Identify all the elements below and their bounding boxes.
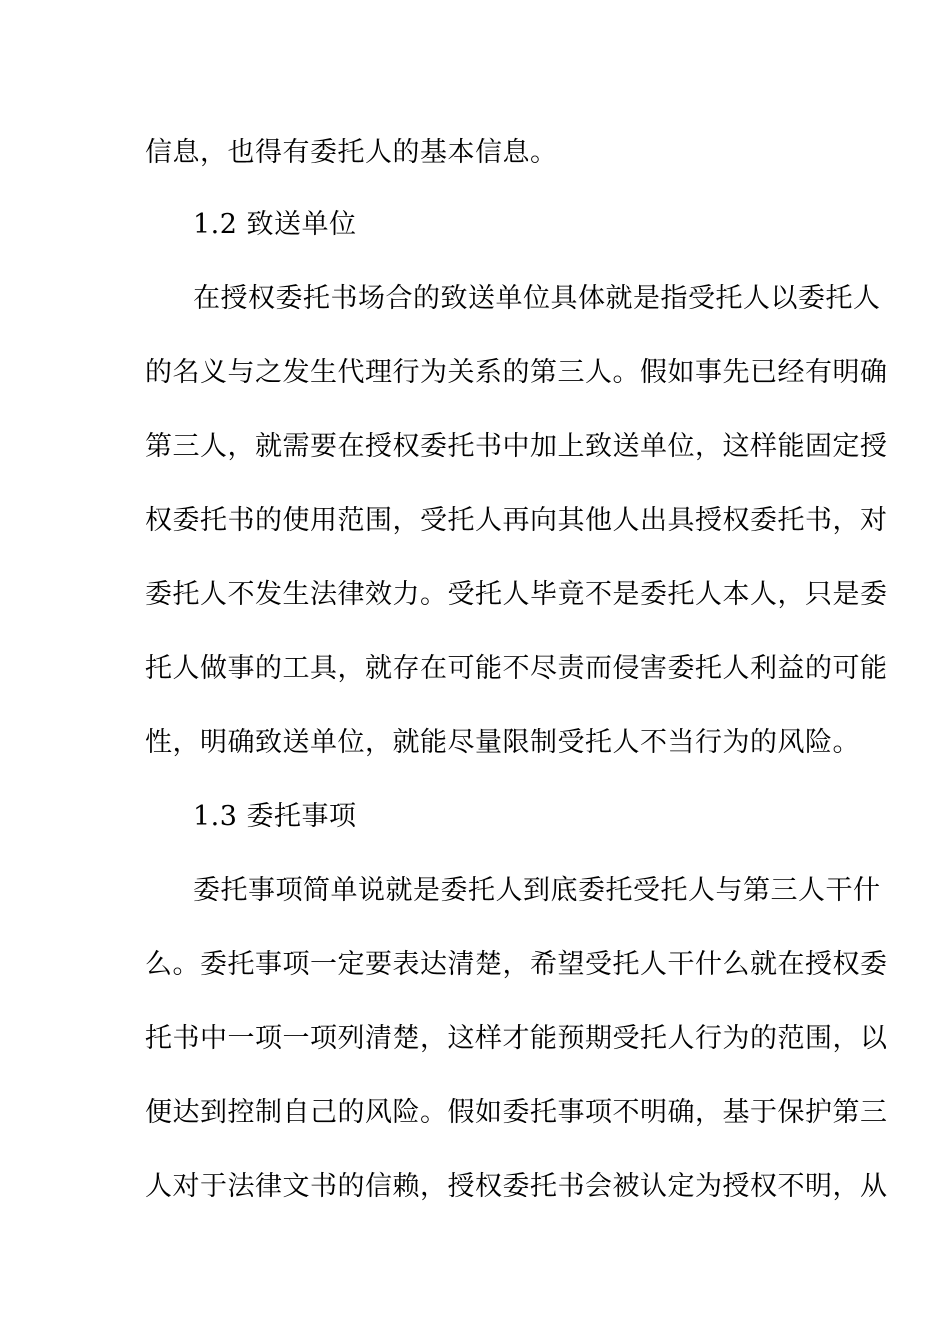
body-text-line: 么。委托事项一定要表达清楚，希望受托人干什么就在授权委 <box>145 949 888 980</box>
body-text-line: 权委托书的使用范围，受托人再向其他人出具授权委托书，对 <box>145 505 888 536</box>
section-heading-1-3: 1.3 委托事项 <box>193 801 357 832</box>
body-text-line: 委托人不发生法律效力。受托人毕竟不是委托人本人，只是委 <box>145 579 888 610</box>
body-text-line: 人对于法律文书的信赖，授权委托书会被认定为授权不明，从 <box>145 1171 888 1202</box>
section-heading-1-2: 1.2 致送单位 <box>193 209 357 240</box>
paragraph-first-line: 委托事项简单说就是委托人到底委托受托人与第三人干什 <box>193 875 881 906</box>
body-text-line: 托书中一项一项列清楚，这样才能预期受托人行为的范围，以 <box>145 1023 888 1054</box>
body-text-line: 信息，也得有委托人的基本信息。 <box>145 137 558 168</box>
body-text-line: 的名义与之发生代理行为关系的第三人。假如事先已经有明确 <box>145 357 888 388</box>
body-text-line: 便达到控制自己的风险。假如委托事项不明确，基于保护第三 <box>145 1097 888 1128</box>
body-text-line: 托人做事的工具，就存在可能不尽责而侵害委托人利益的可能 <box>145 653 888 684</box>
paragraph-first-line: 在授权委托书场合的致送单位具体就是指受托人以委托人 <box>193 283 881 314</box>
body-text-line: 性，明确致送单位，就能尽量限制受托人不当行为的风险。 <box>145 727 860 758</box>
body-text-line: 第三人，就需要在授权委托书中加上致送单位，这样能固定授 <box>145 431 888 462</box>
